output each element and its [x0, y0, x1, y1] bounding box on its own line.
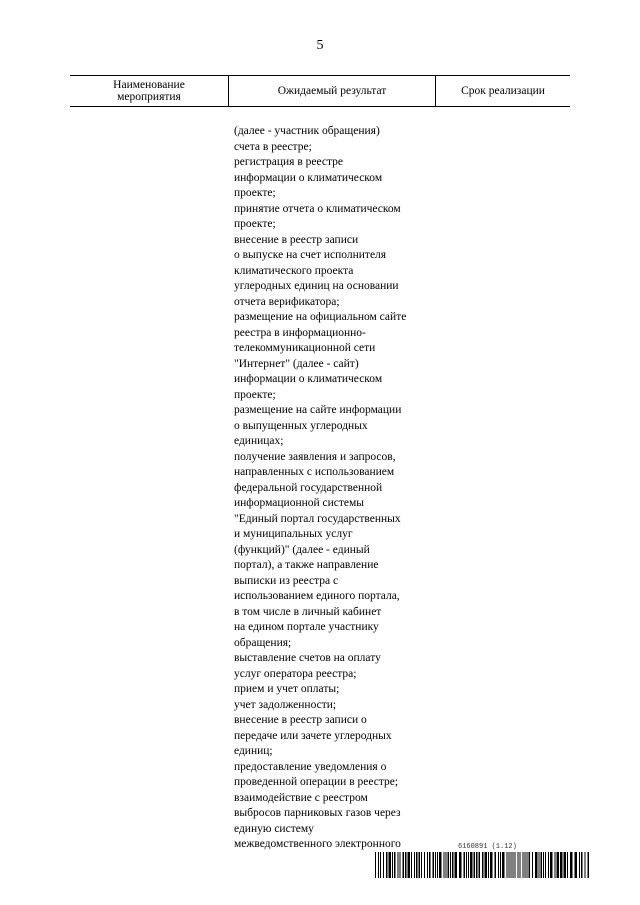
barcode-bar: [541, 852, 543, 878]
header-col-event: [70, 76, 228, 106]
result-line: выбросов парниковых газов через: [234, 807, 401, 819]
result-line: внесение в реестр записи: [234, 233, 359, 246]
barcode-bar: [378, 852, 379, 878]
result-line: размещение на сайте информации: [234, 404, 402, 416]
barcode-bar: [532, 852, 533, 878]
result-line: "Единый портал государственных: [234, 512, 401, 525]
result-line: информации о климатическом: [234, 373, 383, 385]
barcode-bar: [466, 852, 467, 878]
barcode-number: 6160891 (1.12): [458, 843, 517, 851]
barcode-bar: [515, 852, 516, 878]
barcode-bar: [375, 852, 376, 878]
barcode-bar: [539, 852, 540, 878]
barcode-bar: [435, 852, 436, 878]
result-line: "Интернет" (далее - сайт): [234, 357, 359, 370]
result-line: в том числе в личный кабинет: [234, 605, 382, 618]
barcode-bar: [560, 852, 563, 878]
barcode-bar: [543, 852, 544, 878]
barcode-bar: [579, 852, 580, 878]
result-line: о выпущенных углеродных: [234, 419, 368, 432]
result-line: информационной системы: [234, 497, 365, 509]
result-line: счета в реестре;: [234, 140, 312, 153]
barcode-bar: [380, 852, 381, 878]
result-line: выставление счетов на оплату: [234, 652, 381, 664]
barcode-bar: [394, 852, 396, 878]
barcode-bar: [389, 852, 392, 878]
barcode-bar: [527, 852, 528, 878]
barcode-bar: [525, 852, 526, 878]
result-line: (далее - участник обращения): [234, 125, 380, 137]
result-line: внесение в реестр записи о: [234, 714, 367, 726]
result-line: использованием единого портала,: [234, 590, 400, 602]
barcode-bar: [555, 852, 556, 878]
barcode-bar: [444, 852, 445, 878]
result-line: углеродных единиц на основании: [234, 280, 399, 292]
barcode-bar: [511, 852, 512, 878]
barcode-bar: [424, 852, 425, 878]
barcode-bar: [455, 852, 458, 878]
barcode-bar: [518, 852, 519, 878]
result-line: единую систему: [234, 822, 314, 835]
result-line: направленных с использованием: [234, 466, 395, 478]
barcode-bar: [459, 852, 462, 878]
result-line: проекте;: [234, 187, 276, 199]
barcode-bar: [567, 852, 568, 878]
table-header: [70, 75, 570, 107]
barcode-bar: [403, 852, 405, 878]
barcode-bar: [427, 852, 428, 878]
barcode-bar: [585, 852, 586, 878]
barcode-bar: [408, 852, 411, 878]
result-line: получение заявления и запросов,: [234, 450, 396, 463]
barcode-bar: [392, 852, 393, 878]
barcode-bar: [557, 852, 560, 878]
barcode-bar: [450, 852, 451, 878]
barcode-bar: [437, 852, 438, 878]
barcode-bar: [398, 852, 399, 878]
result-line: на едином портале участнику: [234, 621, 379, 633]
barcode-bar: [570, 852, 573, 878]
barcode-bar: [502, 852, 505, 878]
barcode-bar: [482, 852, 484, 878]
barcode-bar: [429, 852, 431, 878]
barcode-bar: [464, 852, 466, 878]
header-col-event-line: мероприятия: [117, 91, 181, 103]
result-line: предоставление уведомления о: [234, 760, 387, 773]
barcode-bar: [545, 852, 546, 878]
barcode-bar: [588, 852, 590, 878]
result-line: принятие отчета о климатическом: [234, 202, 401, 215]
barcode-bar: [439, 852, 442, 878]
barcode-bar: [421, 852, 422, 878]
barcode-bar: [520, 852, 521, 878]
header-col-event-line: Наименование: [113, 79, 185, 91]
result-line: услуг оператора реестра;: [234, 667, 357, 680]
result-line: прием и учет оплаты;: [234, 683, 340, 695]
barcode-bar: [529, 852, 531, 878]
barcode-bar: [498, 852, 499, 878]
barcode-bar: [448, 852, 450, 878]
barcode-bar: [474, 852, 476, 878]
page-number: 5: [316, 38, 324, 53]
result-line: межведомственного электронного: [234, 838, 401, 850]
barcode-bar: [411, 852, 412, 878]
result-line: выписки из реестра с: [234, 574, 339, 587]
barcode-bar: [485, 852, 488, 878]
barcode-bar: [507, 852, 508, 878]
result-line: передаче или зачете углеродных: [234, 729, 392, 742]
result-line: учет задолженности;: [234, 698, 337, 711]
barcode-bar: [564, 852, 567, 878]
result-line: федеральной государственной: [234, 481, 383, 494]
result-line: единицах;: [234, 435, 284, 447]
result-line: (функций)" (далее - единый: [234, 543, 370, 556]
result-line: обращения;: [234, 636, 292, 649]
barcode-bar: [575, 852, 578, 878]
barcode-bar: [509, 852, 510, 878]
result-line: проекте;: [234, 218, 276, 230]
barcode-bar: [550, 852, 553, 878]
result-line: проведенной операции в реестре;: [234, 776, 399, 788]
result-line: размещение на официальном сайте: [234, 311, 407, 323]
result-line: проекте;: [234, 388, 276, 401]
barcode-bar: [468, 852, 469, 878]
barcode-bar: [513, 852, 514, 878]
expected-result-column: [234, 124, 444, 853]
barcode-bar: [383, 852, 384, 878]
barcode-bar: [500, 852, 501, 878]
barcode-image: [375, 852, 590, 878]
result-line: реестра в информационно-: [234, 326, 366, 339]
barcode-bar: [446, 852, 447, 878]
barcode-bar: [414, 852, 415, 878]
barcode-bar: [400, 852, 401, 878]
barcode-bar: [386, 852, 388, 878]
result-line: информации о климатическом: [234, 171, 383, 184]
barcode-bar: [581, 852, 583, 878]
barcode-bar: [476, 852, 478, 878]
barcode-bar: [479, 852, 481, 878]
barcode-bar: [523, 852, 524, 878]
result-line: телекоммуникационной сети: [234, 342, 376, 354]
result-line: портал), а также направление: [234, 559, 379, 571]
header-col-deadline: Срок реализации: [461, 85, 545, 97]
result-line: взаимодействие с реестром: [234, 791, 368, 804]
barcode-bar: [452, 852, 454, 878]
result-line: о выпуске на счет исполнителя: [234, 249, 387, 261]
barcode-bar: [490, 852, 493, 878]
result-line: климатического проекта: [234, 264, 354, 277]
result-line: отчета верификатора;: [234, 295, 340, 308]
barcode-bar: [433, 852, 435, 878]
result-line: единиц;: [234, 745, 273, 757]
result-line: и муниципальных услуг: [234, 528, 353, 540]
barcode-bar: [419, 852, 421, 878]
barcode-bar: [416, 852, 418, 878]
barcode-bar: [470, 852, 473, 878]
barcode-bar: [405, 852, 407, 878]
barcode-bar: [488, 852, 489, 878]
barcode-bar: [495, 852, 497, 878]
header-col-result: Ожидаемый результат: [228, 76, 436, 106]
barcode-bar: [548, 852, 549, 878]
barcode-bar: [535, 852, 538, 878]
result-line: регистрация в реестре: [234, 156, 343, 168]
